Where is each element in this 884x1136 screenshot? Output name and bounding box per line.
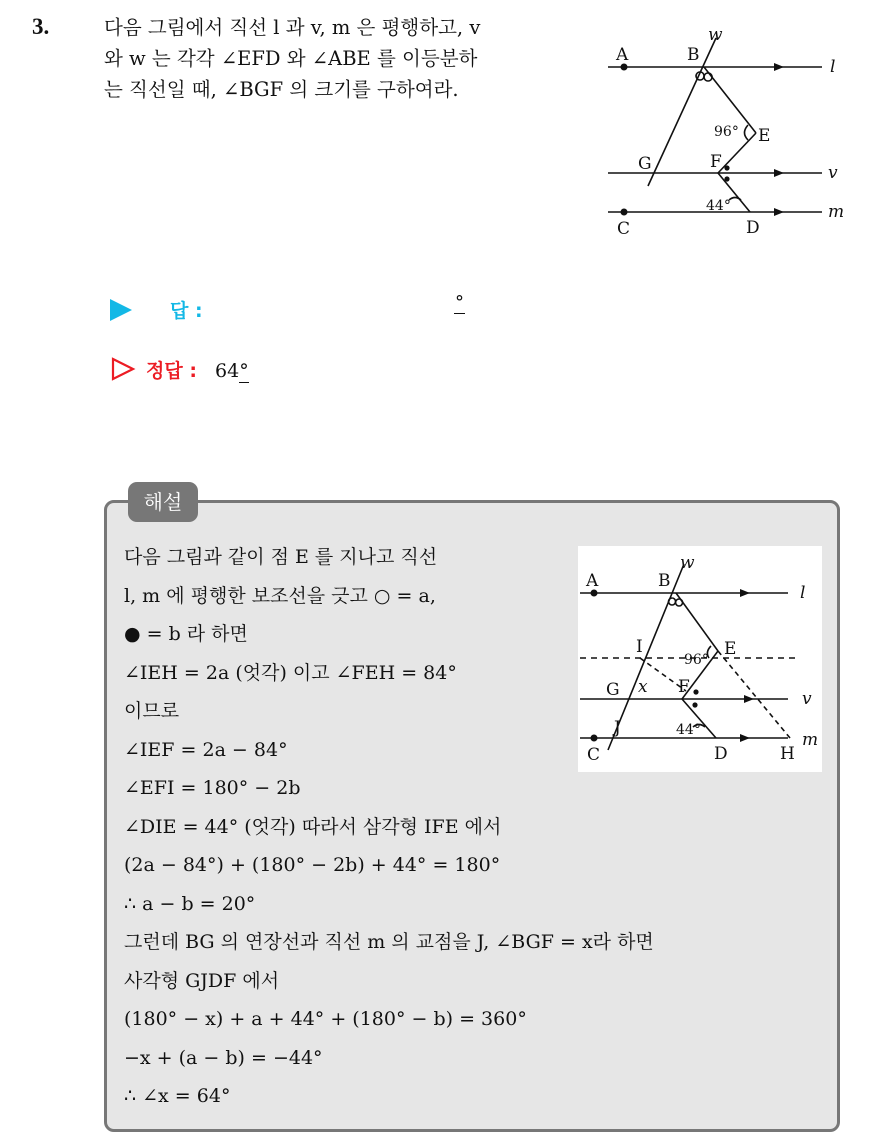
fig2-label-H: H	[780, 744, 795, 764]
fig2-label-C: C	[587, 745, 601, 765]
fig2-label-A: A	[586, 571, 599, 591]
solution-tag: 해설	[128, 482, 198, 522]
problem-line-1: 다음 그림에서 직선 l 과 v, m 은 평행하고, v	[104, 16, 481, 39]
fig1-label-44: 44°	[706, 198, 731, 214]
fig1-label-F: F	[710, 152, 722, 172]
dash-eh	[718, 651, 790, 738]
correct-answer-label: 정답 :	[146, 360, 197, 382]
fig2-label-x: x	[638, 677, 648, 697]
solution-line: ∠IEH = 2a (엇각) 이고 ∠FEH = 84°	[124, 661, 457, 684]
fig1-label-D: D	[746, 218, 760, 238]
problem-line-3: 는 직선일 때, ∠BGF 의 크기를 구하여라.	[104, 78, 459, 101]
solution-line: ∠DIE = 44° (엇각) 따라서 삼각형 IFE 에서	[124, 815, 502, 838]
fig1-label-l: l	[830, 57, 836, 77]
fig1-label-w: w	[708, 25, 723, 45]
answer-row	[110, 296, 203, 323]
solution-line: −x + (a − b) = −44°	[124, 1046, 323, 1069]
solution-line: (180° − x) + a + 44° + (180° − b) = 360°	[124, 1008, 527, 1030]
fig2-label-E: E	[724, 639, 737, 659]
correct-answer-unit: °	[239, 360, 249, 382]
line-w	[648, 38, 716, 186]
fig2-label-44: 44°	[676, 722, 701, 738]
solution-line: ∠IEF = 2a − 84°	[124, 738, 288, 761]
answer-blank[interactable]	[454, 292, 465, 313]
solution-line: ∴ ∠x = 64°	[124, 1085, 231, 1107]
fig1-label-A: A	[616, 45, 629, 65]
problem-number: 3.	[32, 14, 50, 39]
problem-line-2: 와 w 는 각각 ∠EFD 와 ∠ABE 를 이등분하	[104, 47, 478, 70]
problem-figure	[600, 20, 860, 240]
fig2-label-v: v	[802, 689, 812, 709]
solution-line: 사각형 GJDF 에서	[124, 969, 280, 992]
play-triangle-icon	[110, 299, 132, 321]
solution-line: 다음 그림과 같이 점 E 를 지나고 직선	[124, 546, 438, 568]
answer-label: 답 :	[170, 300, 203, 322]
fig2-label-I: I	[636, 637, 643, 657]
fig2-label-F: F	[678, 677, 690, 697]
fig2-label-96: 96°	[684, 652, 709, 668]
correct-answer-row	[110, 356, 249, 383]
fig1-label-G: G	[638, 154, 652, 174]
fig2-label-G: G	[606, 680, 620, 700]
solution-line: ∴ a − b = 20°	[124, 892, 256, 915]
fig2-label-J: J	[614, 718, 621, 738]
fig1-label-E: E	[758, 126, 771, 146]
outline-triangle-icon	[110, 357, 136, 381]
solution-line: 이므로	[124, 700, 180, 722]
solution-line: (2a − 84°) + (180° − 2b) + 44° = 180°	[124, 854, 501, 876]
fig2-label-w: w	[680, 553, 695, 573]
solution-line: ● = b 라 하면	[124, 623, 248, 645]
fig1-label-96: 96°	[714, 124, 739, 140]
fig2-label-D: D	[714, 744, 728, 764]
solution-line: 그런데 BG 의 연장선과 직선 m 의 교점을 J, ∠BGF = x라 하면	[124, 931, 654, 953]
solution-figure	[578, 546, 822, 772]
fig1-label-B: B	[687, 45, 700, 65]
solution-line: ∠EFI = 180° − 2b	[124, 777, 301, 799]
fig1-label-C: C	[617, 219, 631, 239]
fig1-label-v: v	[828, 163, 838, 183]
problem-text	[104, 12, 584, 105]
fig2-label-B: B	[658, 571, 671, 591]
correct-answer-value: 64°	[215, 360, 249, 382]
answer-blank-unit: °	[455, 292, 464, 313]
solution-text	[124, 538, 654, 1116]
fig1-label-m: m	[828, 202, 845, 222]
fig2-label-l: l	[800, 583, 806, 603]
fig2-label-m: m	[802, 730, 819, 750]
solution-line: l, m 에 평행한 보조선을 긋고 ○ = a,	[124, 584, 436, 607]
